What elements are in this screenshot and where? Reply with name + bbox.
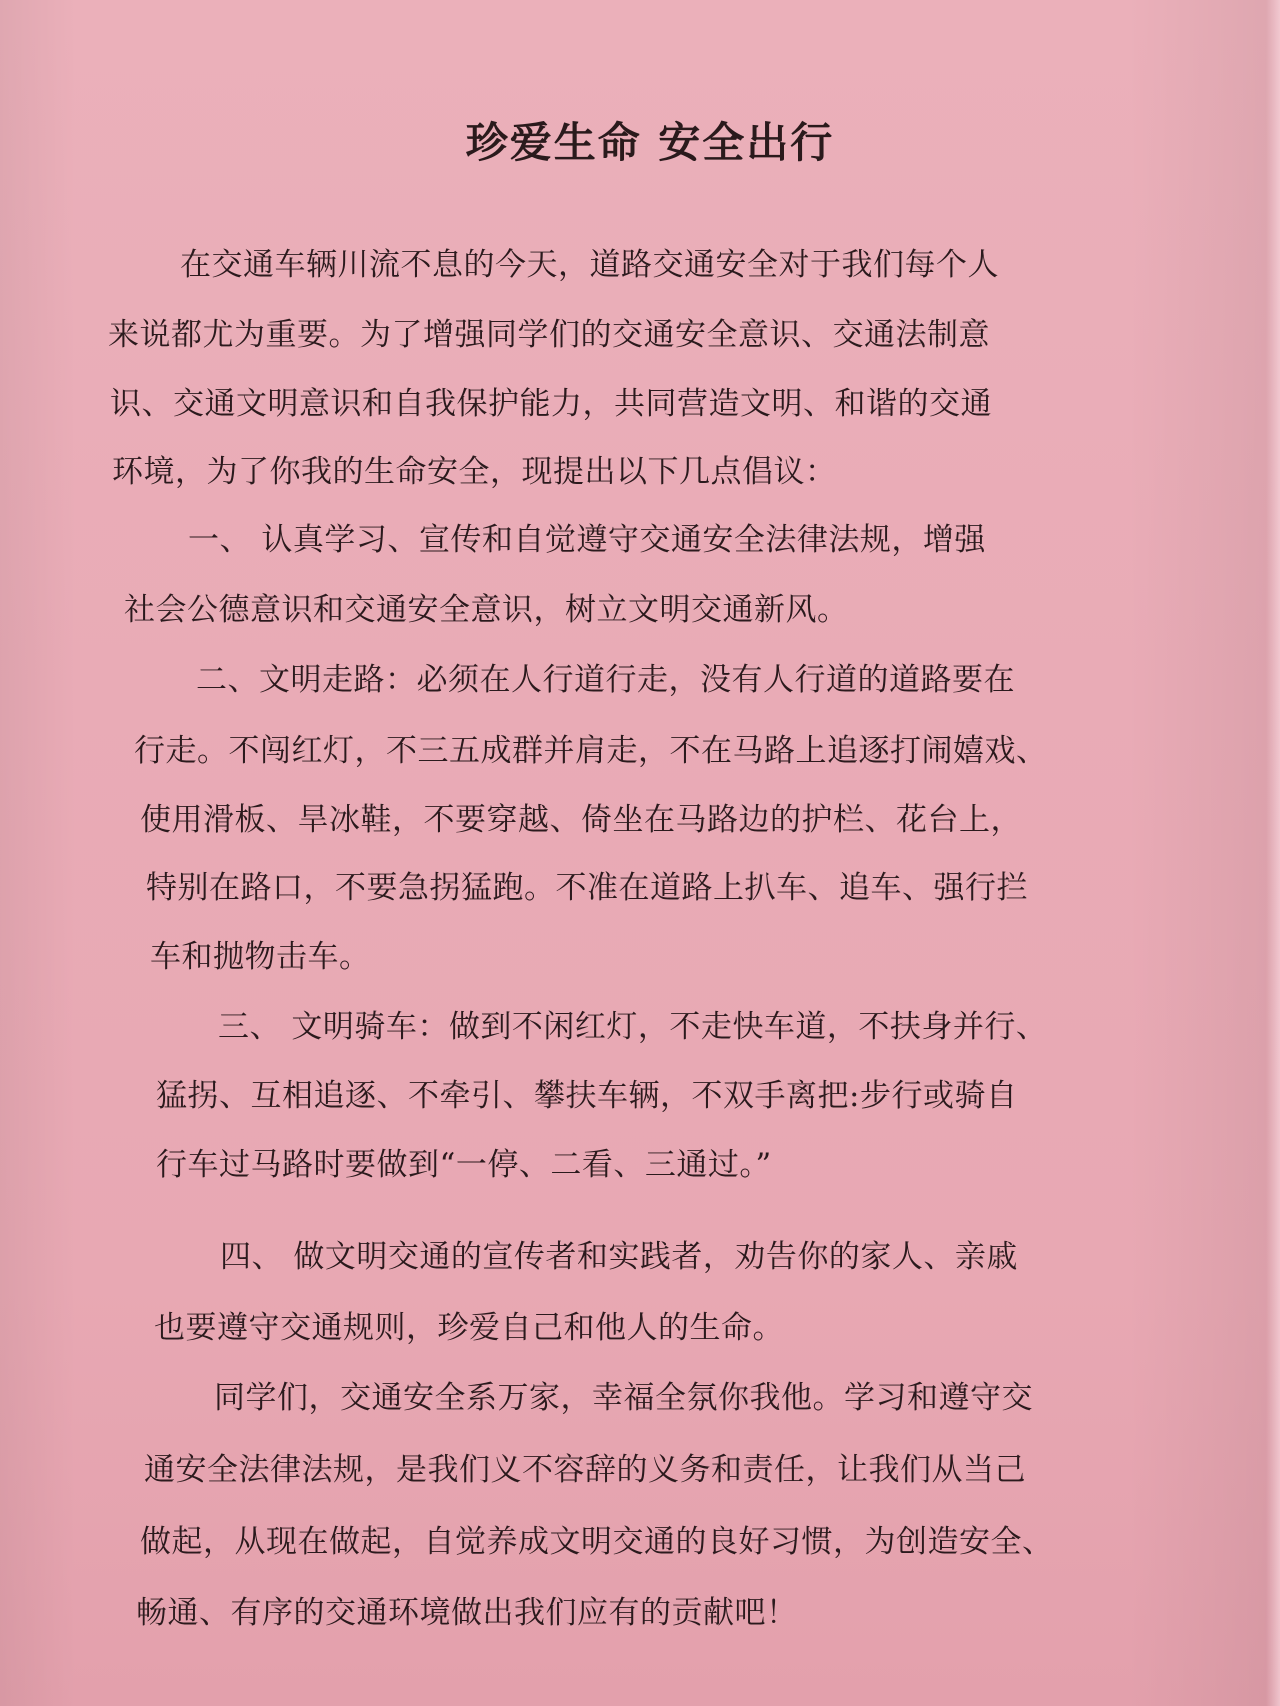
text-line: 特别在路口，不要急拐猛跑。不准在道路上扒车、追车、强行拦 bbox=[146, 870, 1028, 906]
text-line: 行车过马路时要做到“一停、二看、三通过。” bbox=[156, 1147, 772, 1183]
text-line: 通安全法律法规，是我们义不容辞的义务和责任，让我们从当己 bbox=[144, 1452, 1026, 1488]
text-line: 一、 认真学习、宣传和自觉遵守交通安全法律法规，增强 bbox=[188, 522, 986, 558]
text-line: 使用滑板、旱冰鞋，不要穿越、倚坐在马路边的护栏、花台上， bbox=[140, 802, 1022, 838]
text-line: 四、 做文明交通的宣传者和实践者，劝告你的家人、亲戚 bbox=[220, 1239, 1018, 1275]
document-title: 珍爱生命 安全出行 bbox=[465, 118, 835, 167]
text-line: 环境，为了你我的生命安全，现提出以下几点倡议： bbox=[112, 454, 837, 490]
text-line: 也要遵守交通规则，珍爱自己和他人的生命。 bbox=[154, 1310, 784, 1346]
text-line: 识、交通文明意识和自我保护能力，共同营造文明、和谐的交通 bbox=[110, 386, 992, 422]
paper-edge bbox=[1266, 0, 1280, 1706]
text-line: 畅通、有序的交通环境做出我们应有的贡献吧！ bbox=[136, 1595, 798, 1631]
text-line: 同学们，交通安全系万家，幸福全氛你我他。学习和遵守交 bbox=[214, 1380, 1033, 1416]
text-line: 三、 文明骑车：做到不闲红灯，不走快车道，不扶身并行、 bbox=[218, 1009, 1048, 1045]
text-line: 二、文明走路：必须在人行道行走，没有人行道的道路要在 bbox=[196, 662, 1015, 698]
text-line: 车和抛物击车。 bbox=[150, 939, 371, 975]
text-line: 来说都尤为重要。为了增强同学们的交通安全意识、交通法制意 bbox=[108, 317, 990, 353]
text-line: 社会公德意识和交通安全意识，树立文明交通新风。 bbox=[124, 592, 849, 628]
text-line: 做起，从现在做起，自觉养成文明交通的良好习惯，为创造安全、 bbox=[140, 1524, 1054, 1560]
text-line: 猛拐、互相追逐、不牵引、攀扶车辆，不双手离把:步行或骑自 bbox=[156, 1078, 1018, 1114]
text-line: 行走。不闯红灯，不三五成群并肩走，不在马路上追逐打闹嬉戏、 bbox=[134, 733, 1048, 769]
text-line: 在交通车辆川流不息的今天，道路交通安全对于我们每个人 bbox=[180, 247, 999, 283]
